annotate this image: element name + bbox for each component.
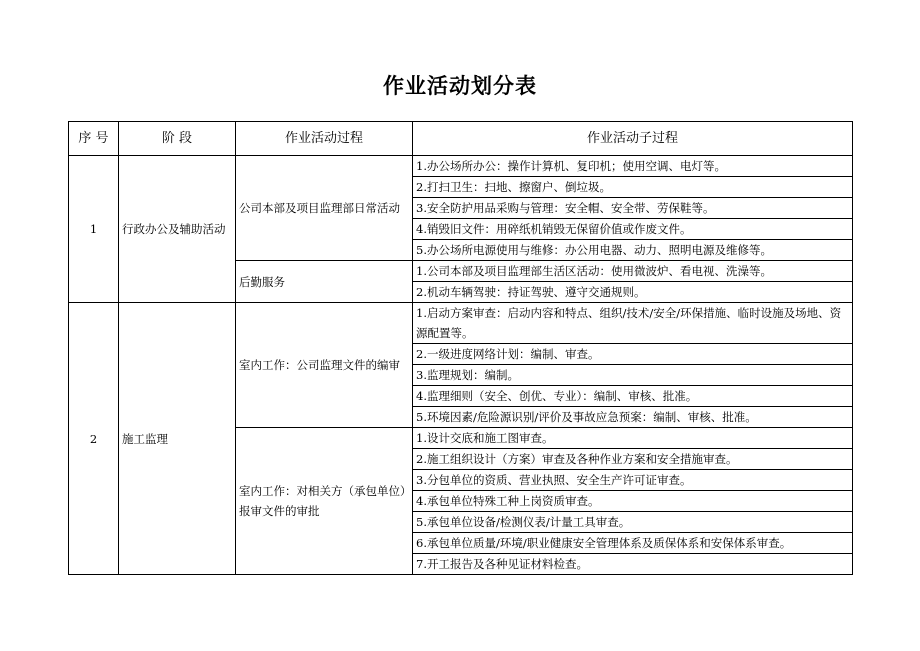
row-number: 1 — [69, 156, 119, 303]
header-row — [69, 122, 853, 156]
header-process: 作业活动过程 — [236, 122, 413, 156]
sub-process-cell: 2.施工组织设计（方案）审查及各种作业方案和安全措施审查。 — [413, 449, 853, 470]
process-cell: 室内工作：公司监理文件的编审 — [236, 303, 413, 428]
sub-process-cell: 3.监理规划：编制。 — [413, 365, 853, 386]
table-row — [69, 303, 853, 344]
activity-table — [68, 121, 853, 575]
process-cell: 后勤服务 — [236, 261, 413, 303]
sub-process-cell: 1.设计交底和施工图审查。 — [413, 428, 853, 449]
sub-process-cell: 6.承包单位质量/环境/职业健康安全管理体系及质保体系和安保体系审查。 — [413, 533, 853, 554]
header-sub: 作业活动子过程 — [413, 122, 853, 156]
sub-process-cell: 4.销毁旧文件：用碎纸机销毁无保留价值或作废文件。 — [413, 219, 853, 240]
header-stage: 阶 段 — [119, 122, 236, 156]
stage-cell: 施工监理 — [119, 303, 236, 575]
sub-process-cell: 3.安全防护用品采购与管理：安全帽、安全带、劳保鞋等。 — [413, 198, 853, 219]
table-row — [69, 156, 853, 177]
sub-process-cell: 2.机动车辆驾驶：持证驾驶、遵守交通规则。 — [413, 282, 853, 303]
stage-cell: 行政办公及辅助活动 — [119, 156, 236, 303]
sub-process-cell: 7.开工报告及各种见证材料检查。 — [413, 554, 853, 575]
header-no: 序 号 — [69, 122, 119, 156]
page-title: 作业活动划分表 — [383, 74, 537, 98]
sub-process-cell: 4.承包单位特殊工种上岗资质审查。 — [413, 491, 853, 512]
sub-process-cell: 1.启动方案审查：启动内容和特点、组织/技术/安全/环保措施、临时设施及场地、资源配置等。 — [413, 303, 853, 344]
sub-process-cell: 5.环境因素/危险源识别/评价及事故应急预案：编制、审核、批准。 — [413, 407, 853, 428]
sub-process-cell: 2.打扫卫生：扫地、擦窗户、倒垃圾。 — [413, 177, 853, 198]
sub-process-cell: 2.一级进度网络计划：编制、审查。 — [413, 344, 853, 365]
row-number: 2 — [69, 303, 119, 575]
process-cell: 室内工作：对相关方（承包单位）报审文件的审批 — [236, 428, 413, 575]
sub-process-cell: 1.公司本部及项目监理部生活区活动：使用微波炉、看电视、洗澡等。 — [413, 261, 853, 282]
sub-process-cell: 5.承包单位设备/检测仪表/计量工具审查。 — [413, 512, 853, 533]
process-cell: 公司本部及项目监理部日常活动 — [236, 156, 413, 261]
sub-process-cell: 5.办公场所电源使用与维修：办公用电器、动力、照明电源及维修等。 — [413, 240, 853, 261]
sub-process-cell: 4.监理细则（安全、创优、专业）：编制、审核、批准。 — [413, 386, 853, 407]
sub-process-cell: 1.办公场所办公：操作计算机、复印机；使用空调、电灯等。 — [413, 156, 853, 177]
sub-process-cell: 3.分包单位的资质、营业执照、安全生产许可证审查。 — [413, 470, 853, 491]
